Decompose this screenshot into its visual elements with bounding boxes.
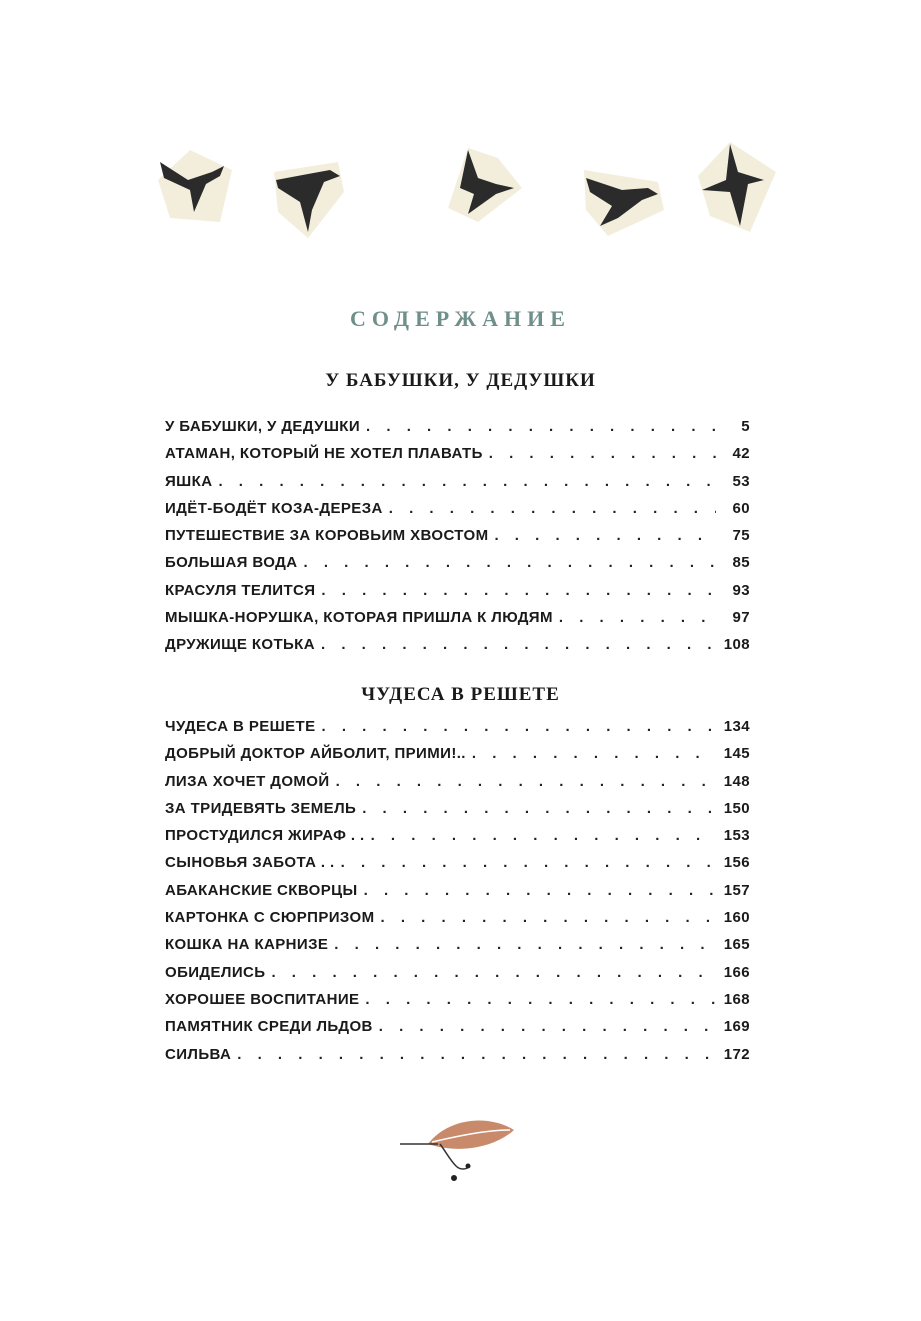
toc-entry-page: 148 <box>723 772 750 790</box>
toc-entry[interactable] <box>165 554 750 581</box>
toc-entry-title: АБАКАНСКИЕ СКВОРЦЫ <box>165 881 358 899</box>
toc-entry[interactable] <box>165 827 750 854</box>
bird-icon <box>268 152 348 242</box>
toc-entry-page: 53 <box>732 472 750 490</box>
toc-entry-title: ПУТЕШЕСТВИЕ ЗА КОРОВЬИМ ХВОСТОМ <box>165 527 489 545</box>
toc-entry-title: СИЛЬВА <box>165 1045 232 1063</box>
toc-entry[interactable] <box>165 800 750 827</box>
toc-leader-dots <box>365 991 716 1008</box>
toc-entry-title: БОЛЬШАЯ ВОДА <box>165 554 298 572</box>
toc-leader-dots <box>321 582 716 599</box>
toc-leader-dots <box>489 445 716 462</box>
section-title-2: ЧУДЕСА В РЕШЕТЕ <box>361 684 560 705</box>
toc-entry[interactable] <box>165 882 750 909</box>
bird-icon <box>578 160 668 240</box>
toc-entry-page: 150 <box>723 799 750 817</box>
toc-leader-dots <box>364 882 716 899</box>
toc-entry[interactable] <box>165 854 750 881</box>
toc-section-1 <box>165 418 750 664</box>
toc-entry-title: ПРОСТУДИЛСЯ ЖИРАФ . . <box>165 827 365 845</box>
toc-entry-title: КОШКА НА КАРНИЗЕ <box>165 936 329 954</box>
toc-entry[interactable] <box>165 527 750 554</box>
toc-leader-dots <box>494 527 716 544</box>
toc-entry-page: 75 <box>732 527 750 545</box>
toc-leader-dots <box>237 1046 716 1063</box>
leaf-icon <box>398 1108 518 1188</box>
toc-leader-dots <box>362 800 716 817</box>
toc-leader-dots <box>322 718 716 735</box>
toc-entry[interactable] <box>165 964 750 991</box>
toc-entry-page: 169 <box>723 1018 750 1036</box>
toc-entry-page: 97 <box>732 609 750 627</box>
toc-entry-title: У БАБУШКИ, У ДЕДУШКИ <box>165 418 361 435</box>
toc-entry-title: ЯШКА <box>165 472 213 490</box>
toc-leader-dots <box>336 773 716 790</box>
toc-entry[interactable] <box>165 936 750 963</box>
toc-entry-title: ДРУЖИЩЕ КОТЬКА <box>165 636 315 654</box>
birds-illustration <box>150 130 780 250</box>
toc-entry-page: 134 <box>723 718 750 735</box>
toc-entry-title: СЫНОВЬЯ ЗАБОТА . . <box>165 854 335 872</box>
toc-entry-page: 166 <box>723 963 750 981</box>
toc-entry[interactable] <box>165 909 750 936</box>
toc-leader-dots <box>366 418 716 435</box>
toc-entry[interactable] <box>165 991 750 1018</box>
toc-entry-page: 60 <box>732 499 750 517</box>
toc-entry-page: 168 <box>723 990 750 1008</box>
toc-entry-page: 85 <box>732 554 750 572</box>
toc-entry-title: ДОБРЫЙ ДОКТОР АЙБОЛИТ, ПРИМИ!.. <box>165 745 466 763</box>
toc-entry-page: 172 <box>723 1045 750 1063</box>
section-title-1: У БАБУШКИ, У ДЕДУШКИ <box>325 370 596 391</box>
toc-leader-dots <box>341 854 716 871</box>
toc-entry-page: 165 <box>723 936 750 954</box>
toc-entry-page: 42 <box>732 445 750 463</box>
toc-entry[interactable] <box>165 718 750 745</box>
toc-entry-page: 5 <box>741 418 750 435</box>
bird-icon <box>690 136 780 236</box>
toc-leader-dots <box>380 909 716 926</box>
toc-leader-dots <box>321 636 716 653</box>
toc-entry-page: 157 <box>723 881 750 899</box>
toc-entry-page: 160 <box>723 909 750 927</box>
bird-icon <box>150 140 240 230</box>
toc-entry-page: 153 <box>723 827 750 845</box>
toc-entry[interactable] <box>165 773 750 800</box>
toc-entry-title: АТАМАН, КОТОРЫЙ НЕ ХОТЕЛ ПЛАВАТЬ <box>165 445 483 463</box>
toc-entry[interactable] <box>165 473 750 500</box>
toc-leader-dots <box>271 964 716 981</box>
toc-entry-title: ЗА ТРИДЕВЯТЬ ЗЕМЕЛЬ <box>165 799 357 817</box>
toc-entry-title: КАРТОНКА С СЮРПРИЗОМ <box>165 909 375 927</box>
toc-entry-title: ИДЁТ-БОДЁТ КОЗА-ДЕРЕЗА <box>165 499 383 517</box>
toc-entry[interactable] <box>165 445 750 472</box>
toc-entry-title: ЧУДЕСА В РЕШЕТЕ <box>165 718 316 735</box>
toc-entry-title: МЫШКА-НОРУШКА, КОТОРАЯ ПРИШЛА К ЛЮДЯМ <box>165 609 553 627</box>
toc-entry-title: ОБИДЕЛИСЬ <box>165 963 266 981</box>
page-title: СОДЕРЖАНИЕ <box>350 306 571 331</box>
toc-leader-dots <box>218 473 716 490</box>
toc-entry[interactable] <box>165 500 750 527</box>
toc-entry-title: КРАСУЛЯ ТЕЛИТСЯ <box>165 581 316 599</box>
toc-entry[interactable] <box>165 1018 750 1045</box>
bird-icon <box>438 138 528 228</box>
toc-entry-page: 108 <box>723 636 750 654</box>
toc-section-2 <box>165 718 750 1073</box>
toc-entry[interactable] <box>165 636 750 663</box>
toc-leader-dots <box>472 745 716 762</box>
toc-leader-dots <box>379 1018 716 1035</box>
toc-leader-dots <box>334 936 716 953</box>
toc-entry-page: 156 <box>723 854 750 872</box>
toc-entry-page: 145 <box>723 745 750 763</box>
toc-entry-title: ЛИЗА ХОЧЕТ ДОМОЙ <box>165 772 330 790</box>
toc-entry[interactable] <box>165 745 750 772</box>
toc-leader-dots <box>559 609 716 626</box>
toc-entry[interactable] <box>165 582 750 609</box>
toc-entry-title: ХОРОШЕЕ ВОСПИТАНИЕ <box>165 990 360 1008</box>
toc-leader-dots <box>371 827 716 844</box>
toc-entry-page: 93 <box>732 581 750 599</box>
toc-entry[interactable] <box>165 1046 750 1073</box>
toc-entry-title: ПАМЯТНИК СРЕДИ ЛЬДОВ <box>165 1018 373 1036</box>
toc-entry[interactable] <box>165 418 750 445</box>
toc-leader-dots <box>303 554 716 571</box>
toc-leader-dots <box>389 500 716 517</box>
toc-entry[interactable] <box>165 609 750 636</box>
